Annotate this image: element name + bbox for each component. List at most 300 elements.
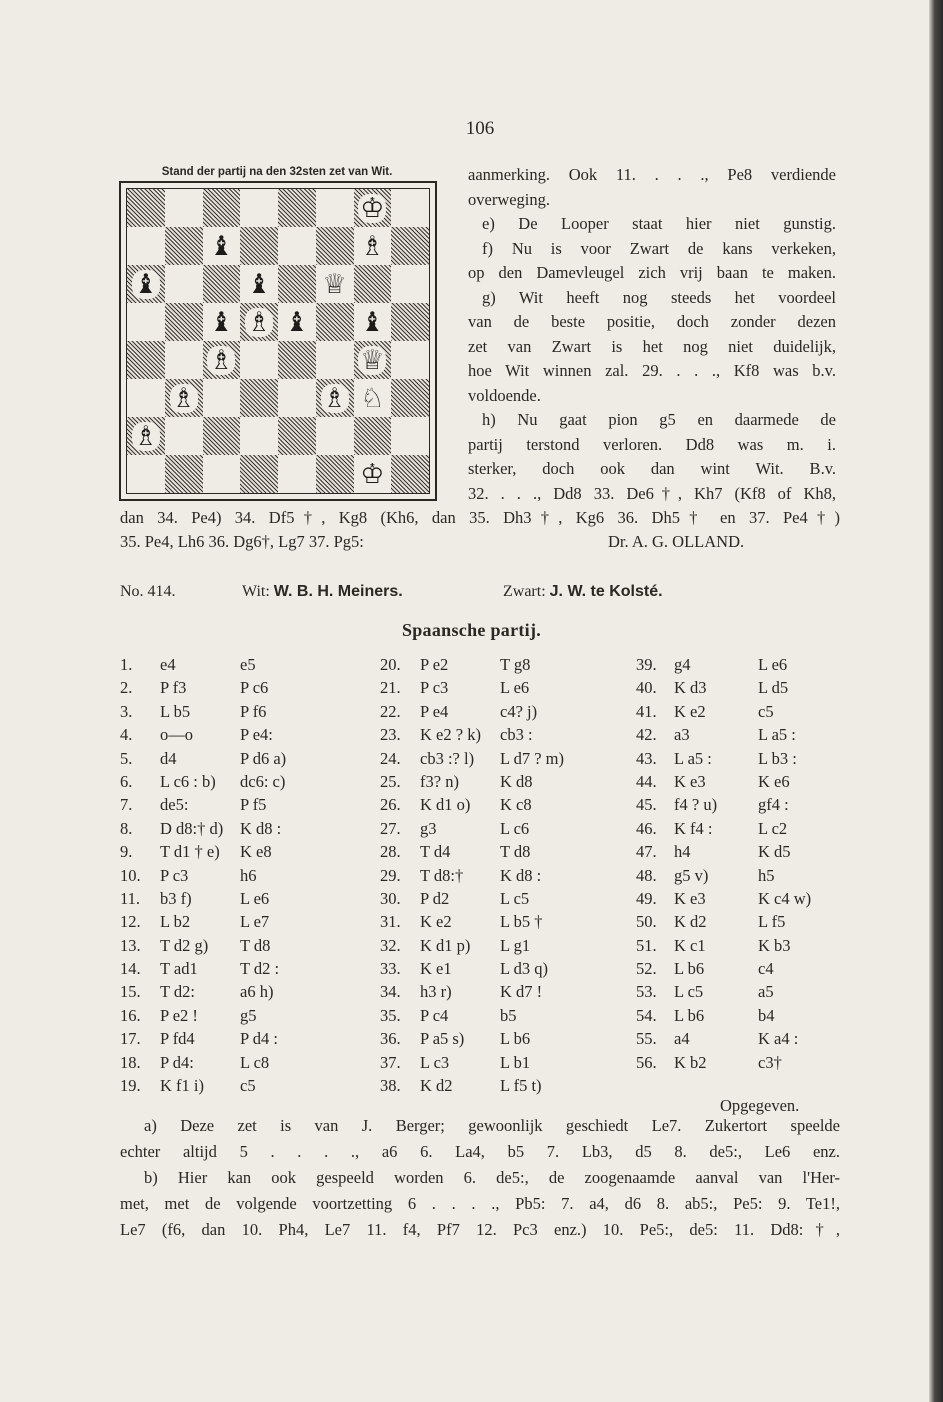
black-move: L e7 bbox=[240, 912, 270, 932]
note-line: sterker, doch ook dan wint Wit. B.v. bbox=[468, 459, 836, 478]
board-square-b6 bbox=[165, 265, 203, 303]
move-row bbox=[120, 1004, 350, 1027]
move-row bbox=[380, 1051, 620, 1074]
white-move: P d4: bbox=[160, 1052, 194, 1072]
move-number: 55. bbox=[636, 1029, 657, 1049]
white-move: K d1 o) bbox=[420, 795, 471, 815]
black-move: c5 bbox=[758, 701, 774, 721]
move-number: 18. bbox=[120, 1052, 141, 1072]
board-square-h6 bbox=[391, 265, 429, 303]
black-move: K d8 : bbox=[240, 818, 282, 838]
board-caption: Stand der partij na den 32sten zet van Wit. bbox=[161, 166, 393, 178]
move-row bbox=[120, 887, 350, 910]
move-row bbox=[380, 840, 620, 863]
board-square-g3 bbox=[354, 379, 392, 417]
board-square-f1 bbox=[316, 455, 354, 493]
move-row bbox=[636, 1027, 851, 1050]
move-row bbox=[380, 1004, 620, 1027]
board-square-h4 bbox=[391, 341, 429, 379]
black-move: P e4: bbox=[240, 725, 273, 745]
board-square-b1 bbox=[165, 455, 203, 493]
footnotes bbox=[120, 1113, 840, 1243]
footnote-line: b) Hier kan ook gespeeld worden 6. de5:, de zoogenaamde aanval van l'Her- bbox=[144, 1168, 840, 1187]
note-line: e) De Looper staat hier niet gunstig. bbox=[482, 214, 836, 233]
white-knight-icon: ♘ bbox=[360, 382, 385, 414]
move-number: 16. bbox=[120, 1005, 141, 1025]
black-move: c3† bbox=[758, 1052, 782, 1072]
move-row bbox=[380, 934, 620, 957]
white-move: K e3 bbox=[674, 888, 706, 908]
move-row bbox=[120, 934, 350, 957]
black-move: h6 bbox=[240, 865, 257, 885]
board-square-d8 bbox=[240, 189, 278, 227]
black-move: P f5 bbox=[240, 795, 267, 815]
board-square-d4 bbox=[240, 341, 278, 379]
black-move: T g8 bbox=[500, 655, 531, 674]
board-square-a6 bbox=[127, 265, 165, 303]
move-row bbox=[636, 980, 851, 1003]
black-move: K b3 bbox=[758, 935, 791, 955]
move-number: 52. bbox=[636, 959, 657, 979]
white-move: g4 bbox=[674, 655, 691, 674]
white-bishop-icon: ♗ bbox=[247, 306, 272, 338]
black-label: Zwart: bbox=[503, 583, 546, 600]
black-move: L b6 bbox=[500, 1029, 531, 1049]
board-square-e8 bbox=[278, 189, 316, 227]
move-number: 6. bbox=[120, 771, 133, 791]
board-square-h3 bbox=[391, 379, 429, 417]
board-square-c4 bbox=[203, 341, 241, 379]
board-square-a8 bbox=[127, 189, 165, 227]
board-square-b5 bbox=[165, 303, 203, 341]
signature: Dr. A. G. OLLAND. bbox=[608, 532, 745, 551]
move-number: 44. bbox=[636, 771, 657, 791]
black-move: K c8 bbox=[500, 795, 532, 815]
move-number: 10. bbox=[120, 865, 141, 885]
move-number: 36. bbox=[380, 1029, 401, 1049]
move-number: 12. bbox=[120, 912, 141, 932]
move-row bbox=[636, 747, 851, 770]
board-square-h2 bbox=[391, 417, 429, 455]
resigned-label: Opgegeven. bbox=[720, 1096, 800, 1115]
black-move: c4? j) bbox=[500, 701, 538, 721]
move-number: 46. bbox=[636, 818, 657, 838]
move-row bbox=[120, 747, 350, 770]
move-number: 1. bbox=[120, 655, 133, 674]
black-move: L a5 : bbox=[758, 725, 796, 745]
move-row bbox=[380, 723, 620, 746]
moves-column-1 bbox=[120, 653, 350, 1097]
chess-diagram bbox=[119, 181, 437, 501]
board-square-g2 bbox=[354, 417, 392, 455]
board-square-g7 bbox=[354, 227, 392, 265]
move-number: 23. bbox=[380, 725, 401, 745]
white-move: P e2 ! bbox=[160, 1005, 198, 1025]
move-number: 3. bbox=[120, 701, 133, 721]
move-row bbox=[120, 770, 350, 793]
board-square-e1 bbox=[278, 455, 316, 493]
move-row bbox=[120, 980, 350, 1003]
white-move: a4 bbox=[674, 1029, 690, 1049]
black-bishop-icon: ♝ bbox=[247, 268, 272, 300]
black-move: K d8 : bbox=[500, 865, 542, 885]
black-move: K e6 bbox=[758, 771, 790, 791]
move-number: 56. bbox=[636, 1052, 657, 1072]
black-move: cb3 : bbox=[500, 725, 533, 745]
board-square-h5 bbox=[391, 303, 429, 341]
move-row bbox=[636, 957, 851, 980]
white-move: L c5 bbox=[674, 982, 704, 1002]
move-number: 15. bbox=[120, 982, 141, 1002]
move-row bbox=[380, 1027, 620, 1050]
white-bishop-icon: ♗ bbox=[360, 230, 385, 262]
note-line: op den Damevleugel zich vrij baan te maken. bbox=[468, 263, 836, 282]
move-row bbox=[636, 864, 851, 887]
move-number: 19. bbox=[120, 1076, 141, 1096]
black-move: a6 h) bbox=[240, 982, 274, 1002]
white-move: T d2: bbox=[160, 982, 195, 1002]
move-row bbox=[120, 1051, 350, 1074]
black-move: K d5 bbox=[758, 842, 791, 862]
move-row bbox=[380, 887, 620, 910]
white-move: K e2 bbox=[420, 912, 452, 932]
white-move: K e1 bbox=[420, 959, 452, 979]
move-number: 20. bbox=[380, 655, 401, 674]
board-square-f5 bbox=[316, 303, 354, 341]
board-square-c2 bbox=[203, 417, 241, 455]
move-row bbox=[380, 864, 620, 887]
move-number: 27. bbox=[380, 818, 401, 838]
move-row bbox=[120, 910, 350, 933]
black-move: L g1 bbox=[500, 935, 531, 955]
footnote-line: Le7 (f6, dan 10. Ph4, Le7 11. f4, Pf7 12. Pc3 enz.) 10. Pe5:, de5: 11. Dd8:†, bbox=[120, 1220, 840, 1239]
white-move: b3 f) bbox=[160, 888, 192, 908]
move-number: 43. bbox=[636, 748, 657, 768]
move-number: 25. bbox=[380, 771, 401, 791]
board-square-e4 bbox=[278, 341, 316, 379]
page-number: 106 bbox=[465, 118, 495, 139]
black-move: e5 bbox=[240, 655, 256, 674]
white-move: K d2 bbox=[674, 912, 707, 932]
move-number: 42. bbox=[636, 725, 657, 745]
black-move: K d8 bbox=[500, 771, 533, 791]
board-square-f8 bbox=[316, 189, 354, 227]
black-move: L f5 bbox=[758, 912, 786, 932]
move-row bbox=[636, 1051, 851, 1074]
move-row bbox=[120, 864, 350, 887]
board-square-c8 bbox=[203, 189, 241, 227]
move-row bbox=[120, 957, 350, 980]
white-move: f3? n) bbox=[420, 771, 459, 791]
move-number: 35. bbox=[380, 1005, 401, 1025]
board-square-e6 bbox=[278, 265, 316, 303]
board-square-b4 bbox=[165, 341, 203, 379]
black-move: K c4 w) bbox=[758, 888, 812, 908]
black-move: c4 bbox=[758, 959, 774, 979]
white-move: K c1 bbox=[674, 935, 706, 955]
white-move: P c3 bbox=[160, 865, 189, 885]
board-square-f2 bbox=[316, 417, 354, 455]
black-move: P d6 a) bbox=[240, 748, 287, 768]
note-line: 35. Pe4, Lh6 36. Dg6†, Lg7 37. Pg5: bbox=[120, 532, 364, 551]
move-number: 53. bbox=[636, 982, 657, 1002]
board-square-b8 bbox=[165, 189, 203, 227]
white-move: L b6 bbox=[674, 959, 705, 979]
white-move: a3 bbox=[674, 725, 690, 745]
white-move: P e2 bbox=[420, 655, 449, 674]
move-row bbox=[380, 980, 620, 1003]
move-number: 50. bbox=[636, 912, 657, 932]
move-number: 40. bbox=[636, 678, 657, 698]
white-bishop-icon: ♗ bbox=[209, 344, 234, 376]
black-move: P d4 : bbox=[240, 1029, 278, 1049]
board-square-e7 bbox=[278, 227, 316, 265]
game-number: No. 414. bbox=[120, 583, 176, 600]
note-line: hoe Wit winnen zal. 29. . . ., Kf8 was b.v. bbox=[468, 361, 836, 380]
white-bishop-icon: ♗ bbox=[171, 382, 196, 414]
note-line: voldoende. bbox=[468, 385, 541, 405]
board-square-h1 bbox=[391, 455, 429, 493]
board-square-d6 bbox=[240, 265, 278, 303]
board-square-c3 bbox=[203, 379, 241, 417]
white-move: cb3 :? l) bbox=[420, 748, 475, 768]
white-move: T d8:† bbox=[420, 865, 464, 885]
note-line: f) Nu is voor Zwart de kans verkeken, bbox=[482, 238, 836, 258]
board-square-e3 bbox=[278, 379, 316, 417]
white-move: K f1 i) bbox=[160, 1076, 204, 1096]
move-number: 30. bbox=[380, 888, 401, 908]
footnote-line: echter altijd 5 . . . ., a6 6. La4, b5 7. Lb3, d5 8. de5:, Le6 enz. bbox=[120, 1142, 840, 1161]
board-square-c7 bbox=[203, 227, 241, 265]
black-move: K d7 ! bbox=[500, 982, 543, 1002]
black-player bbox=[503, 583, 663, 601]
white-move: L a5 : bbox=[674, 748, 712, 768]
black-move: T d8 bbox=[500, 842, 531, 862]
footnote-line: a) Deze zet is van J. Berger; gewoonlijk geschiedt Le7. Zukertort speelde bbox=[144, 1116, 840, 1135]
move-row bbox=[120, 653, 350, 676]
board-square-e2 bbox=[278, 417, 316, 455]
white-king-icon: ♔ bbox=[360, 192, 385, 224]
white-move: o—o bbox=[160, 725, 193, 745]
move-row bbox=[120, 1027, 350, 1050]
white-move: K e2 ? k) bbox=[420, 725, 481, 745]
black-move: L b1 bbox=[500, 1052, 531, 1072]
black-move: gf4 : bbox=[758, 795, 789, 815]
board-square-g8 bbox=[354, 189, 392, 227]
chess-board-grid bbox=[126, 188, 430, 494]
white-bishop-icon: ♗ bbox=[322, 382, 347, 414]
game-title: Spaansche partij. bbox=[401, 620, 542, 640]
move-row bbox=[636, 887, 851, 910]
white-move: K d2 bbox=[420, 1076, 453, 1096]
move-row bbox=[380, 1074, 620, 1097]
move-row bbox=[120, 723, 350, 746]
black-name: J. W. te Kolsté. bbox=[549, 583, 663, 600]
black-move: L f5 t) bbox=[500, 1076, 542, 1096]
move-number: 8. bbox=[120, 818, 133, 838]
white-label: Wit: bbox=[242, 583, 270, 600]
move-number: 41. bbox=[636, 701, 657, 721]
board-square-g6 bbox=[354, 265, 392, 303]
move-number: 37. bbox=[380, 1052, 401, 1072]
board-square-a2 bbox=[127, 417, 165, 455]
move-number: 4. bbox=[120, 725, 133, 745]
white-move: K f4 : bbox=[674, 818, 713, 838]
move-row bbox=[636, 700, 851, 723]
move-row bbox=[380, 700, 620, 723]
move-number: 9. bbox=[120, 842, 133, 862]
board-square-d5 bbox=[240, 303, 278, 341]
white-move: f4 ? u) bbox=[674, 795, 718, 815]
board-square-d1 bbox=[240, 455, 278, 493]
white-move: L c3 bbox=[420, 1052, 450, 1072]
move-number: 5. bbox=[120, 748, 133, 768]
white-move: h4 bbox=[674, 842, 691, 862]
board-square-a3 bbox=[127, 379, 165, 417]
black-move: b4 bbox=[758, 1005, 775, 1025]
page-edge bbox=[929, 0, 943, 1402]
board-square-e5 bbox=[278, 303, 316, 341]
move-number: 45. bbox=[636, 795, 657, 815]
move-row bbox=[380, 747, 620, 770]
move-number: 13. bbox=[120, 935, 141, 955]
white-queen-icon: ♕ bbox=[360, 344, 385, 376]
white-move: T d1 † e) bbox=[160, 842, 220, 862]
moves-column-2 bbox=[380, 653, 620, 1097]
move-row bbox=[120, 840, 350, 863]
white-move: P c4 bbox=[420, 1005, 449, 1025]
board-square-d7 bbox=[240, 227, 278, 265]
move-row bbox=[380, 770, 620, 793]
black-move: L b3 : bbox=[758, 748, 797, 768]
black-move: dc6: c) bbox=[240, 771, 286, 791]
note-line: overweging. bbox=[468, 189, 551, 209]
white-move: T ad1 bbox=[160, 959, 198, 979]
move-number: 22. bbox=[380, 701, 401, 721]
move-row bbox=[380, 817, 620, 840]
black-move: L c6 bbox=[500, 818, 530, 838]
board-square-c6 bbox=[203, 265, 241, 303]
move-row bbox=[380, 676, 620, 699]
board-square-b7 bbox=[165, 227, 203, 265]
white-move: K d3 bbox=[674, 678, 707, 698]
white-bishop-icon: ♗ bbox=[133, 420, 158, 452]
white-move: h3 r) bbox=[420, 982, 452, 1002]
move-number: 31. bbox=[380, 912, 401, 932]
move-number: 51. bbox=[636, 935, 657, 955]
board-square-f7 bbox=[316, 227, 354, 265]
move-number: 7. bbox=[120, 795, 133, 815]
black-move: T d2 : bbox=[240, 959, 280, 979]
board-square-b3 bbox=[165, 379, 203, 417]
note-line: h) Nu gaat pion g5 en daarmede de bbox=[482, 410, 836, 429]
black-move: P c6 bbox=[240, 678, 269, 698]
move-row bbox=[380, 957, 620, 980]
move-row bbox=[636, 840, 851, 863]
move-number: 24. bbox=[380, 748, 401, 768]
black-move: L c2 bbox=[758, 818, 788, 838]
move-row bbox=[120, 817, 350, 840]
white-move: L b2 bbox=[160, 912, 191, 932]
move-number: 28. bbox=[380, 842, 401, 862]
board-square-a1 bbox=[127, 455, 165, 493]
black-move: K e8 bbox=[240, 842, 272, 862]
board-square-a4 bbox=[127, 341, 165, 379]
white-move: P c3 bbox=[420, 678, 449, 698]
black-bishop-icon: ♝ bbox=[133, 268, 158, 300]
black-move: L b5 † bbox=[500, 912, 543, 932]
black-move: g5 bbox=[240, 1005, 257, 1025]
black-move: K a4 : bbox=[758, 1029, 799, 1049]
board-square-g1 bbox=[354, 455, 392, 493]
move-number: 26. bbox=[380, 795, 401, 815]
move-number: 29. bbox=[380, 865, 401, 885]
white-king-icon: ♔ bbox=[360, 458, 385, 490]
white-move: P fd4 bbox=[160, 1029, 195, 1049]
move-row bbox=[636, 817, 851, 840]
move-row bbox=[120, 1074, 350, 1097]
black-move: h5 bbox=[758, 865, 775, 885]
move-number: 34. bbox=[380, 982, 401, 1002]
move-row bbox=[636, 723, 851, 746]
white-move: K b2 bbox=[674, 1052, 707, 1072]
black-bishop-icon: ♝ bbox=[209, 306, 234, 338]
move-number: 14. bbox=[120, 959, 141, 979]
white-move: L b5 bbox=[160, 701, 191, 721]
move-number: 17. bbox=[120, 1029, 141, 1049]
black-move: T d8 bbox=[240, 935, 271, 955]
move-number: 54. bbox=[636, 1005, 657, 1025]
note-line: 32. . . ., Dd8 33. De6†, Kh7 (Kf8 of Kh8, bbox=[468, 483, 836, 503]
move-number: 49. bbox=[636, 888, 657, 908]
white-move: d4 bbox=[160, 748, 177, 768]
move-row bbox=[636, 910, 851, 933]
move-row bbox=[636, 653, 851, 676]
move-row bbox=[636, 770, 851, 793]
move-row bbox=[380, 793, 620, 816]
white-move: L c6 : b) bbox=[160, 771, 216, 791]
board-square-a5 bbox=[127, 303, 165, 341]
note-line: partij terstond verloren. Dd8 was m. i. bbox=[468, 434, 836, 454]
move-row bbox=[120, 700, 350, 723]
white-move: T d2 g) bbox=[160, 935, 209, 955]
white-move: g3 bbox=[420, 818, 437, 838]
note-line: zet van Zwart is het nog niet duidelijk, bbox=[468, 336, 836, 356]
board-square-g5 bbox=[354, 303, 392, 341]
board-square-g4 bbox=[354, 341, 392, 379]
black-bishop-icon: ♝ bbox=[209, 230, 234, 262]
black-move: L d5 bbox=[758, 678, 789, 698]
black-move: a5 bbox=[758, 982, 774, 1002]
note-line: aanmerking. Ook 11. . . ., Pe8 verdiende bbox=[468, 165, 836, 184]
black-move: P f6 bbox=[240, 701, 267, 721]
move-row bbox=[120, 793, 350, 816]
white-queen-icon: ♕ bbox=[322, 268, 347, 300]
note-line: dan 34. Pe4) 34. Df5†, Kg8 (Kh6, dan 35. Dh3†, Kg6 36. Dh5† en 37. Pe4†) bbox=[120, 508, 840, 527]
white-move: P d2 bbox=[420, 888, 450, 908]
white-move: g5 v) bbox=[674, 865, 709, 885]
move-number: 38. bbox=[380, 1076, 401, 1096]
board-square-h7 bbox=[391, 227, 429, 265]
black-move: L e6 bbox=[240, 888, 270, 908]
board-square-a7 bbox=[127, 227, 165, 265]
move-number: 47. bbox=[636, 842, 657, 862]
move-row bbox=[636, 934, 851, 957]
white-move: D d8:† d) bbox=[160, 818, 224, 838]
note-line: g) Wit heeft nog steeds het voordeel bbox=[482, 287, 836, 307]
move-number: 39. bbox=[636, 655, 657, 674]
black-move: c5 bbox=[240, 1076, 256, 1096]
